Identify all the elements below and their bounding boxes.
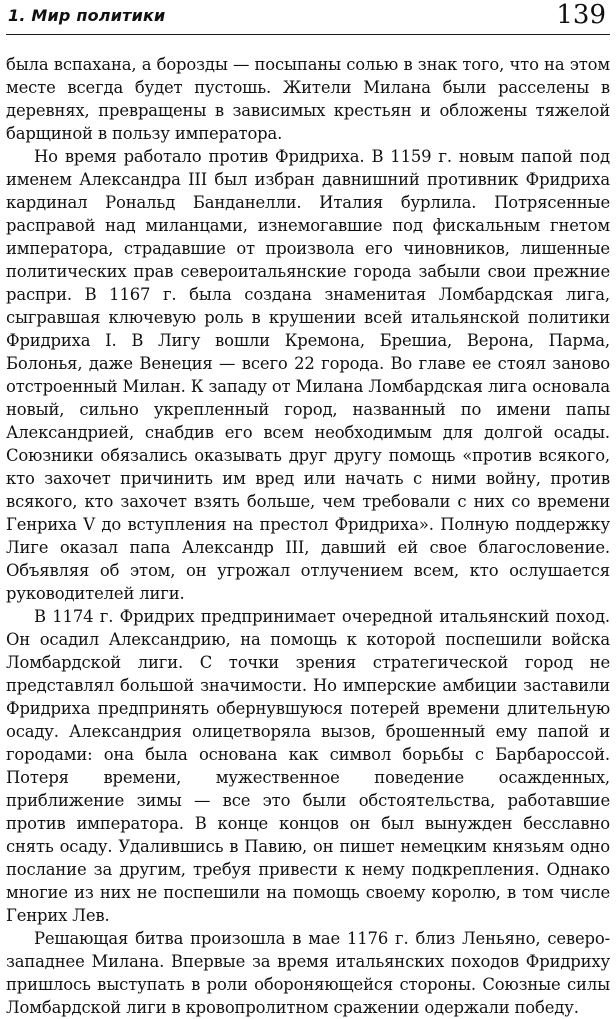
paragraph-battle-of-legnano: Решающая битва произошла в мае 1176 г. близ Леньяно, северо-западнее Милана. Впервые за время итальянских походов Фридриху пришлось выступать в роли обороняющейся стороны. Союзные силы Ломбардской лиги в кровопролитном сражении одержали победу. (6, 929, 610, 1017)
paragraph-continuation: была вспахана, а борозды — посыпаны солью в знак того, что на этом месте всегда будет пустошь. Жители Милана были расселены в деревнях, превращены в зависимых крестьян и обложены тяжелой барщиной в пользу императора. (6, 55, 610, 143)
page-number: 139 (556, 0, 606, 30)
running-head (6, 0, 610, 35)
paragraph-lombard-league: Но время работало против Фридриха. В 1159 г. новым папой под именем Александра III был избран давнишний противник Фридриха кардинал Рональд Банданелли. Италия бурлила. Потрясенные расправой над миланцами, изнемогавшие под фискальным гнетом императора, страдавшие от произвола его чиновников, лишенные политических прав североитальянские города забыли свои прежние распри. В 1167 г. была создана знаменитая Ломбардская лига, сыгравшая ключевую роль в крушении всей итальянской политики Фридриха I. В Лигу вошли Кремона, Брешиа, Верона, Парма, Болонья, даже Венеция — всего 22 города. Во главе ее стоял заново отстроенный Милан. К западу от Милана Ломбардская лига основала новый, сильно укрепленный город, названный по имени папы Александрией, снабдив его всем необходимым для долгой осады. Союзники обязались оказывать друг другу помощь «против всякого, кто захочет причинить им вред или начать с ними войну, против всякого, кто захочет взять больше, чем требовали с них со времени Генриха V до вступления на престол Фридриха». Полную поддержку Лиге оказал папа Александр III, давший ей свое благословение. Объявляя об этом, он угрожал отлучением всем, кто ослушается руководителей лиги. (6, 147, 610, 603)
paragraph-siege-of-alessandria: В 1174 г. Фридрих предпринимает очередной итальянский поход. Он осадил Александрию, на помощь к которой поспешили войска Ломбардской лиги. С точки зрения стратегической город не представлял большой значимости. Но имперские амбиции заставили Фридриха предпринять обернувшуюся потерей времени длительную осаду. Александрия олицетворяла вызов, брошенный ему папой и городами: она была основана как символ борьбы с Барбароссой. Потеря времени, мужественное поведение осажденных, приближение зимы — все это были обстоятельства, работавшие против императора. В конце концов он был вынужден бесславно снять осаду. Удалившись в Павию, он пишет немецким князьям одно послание за другим, требуя привести к нему подкрепления. Однако многие из них не поспешили на помощь своему королю, в том числе Генрих Лев. (6, 607, 610, 925)
body-text (6, 53, 610, 1019)
running-head-section-title: 1. Мир политики (8, 6, 166, 25)
